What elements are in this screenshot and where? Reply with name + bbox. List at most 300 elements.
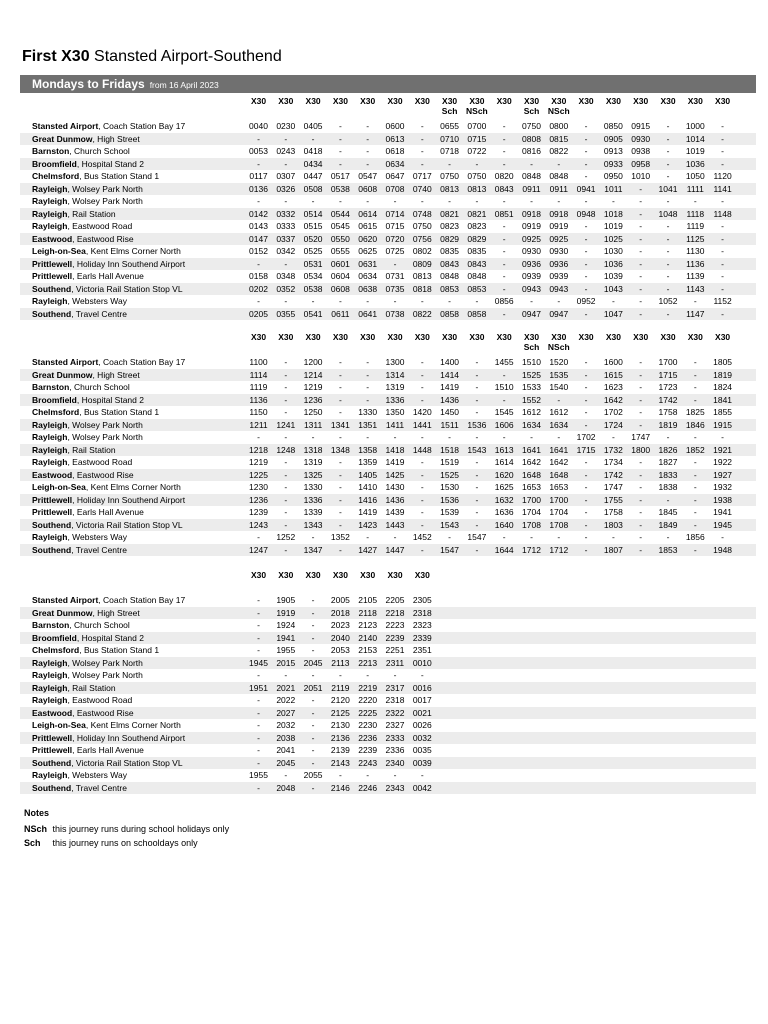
departure-time: 1938 [713, 494, 733, 505]
departure-time: - [284, 394, 288, 405]
stop-detail: , Victoria Rail Station Stop VL [71, 757, 183, 768]
departure-time: 2113 [331, 657, 350, 668]
stop-name [32, 356, 185, 369]
departure-time: 0332 [276, 208, 296, 219]
stop-detail: , Kent Elms Corner North [85, 482, 181, 492]
journey-header [436, 332, 463, 342]
departure-time: 0950 [603, 171, 623, 181]
departure-time: - [393, 296, 397, 306]
departure-time: - [475, 519, 479, 530]
departure-time: 2123 [358, 620, 378, 630]
journey-header [272, 96, 299, 106]
departure-time: - [257, 670, 260, 680]
departure-time: 0939 [522, 271, 541, 281]
journey-header [300, 96, 327, 106]
departure-time: 2223 [385, 620, 405, 630]
departure-time: 1048 [658, 208, 678, 219]
departure-time: 0142 [249, 208, 268, 219]
departure-time: - [475, 457, 479, 467]
departure-time: - [502, 133, 506, 144]
departure-time: - [721, 196, 725, 206]
service-number: X30 [250, 570, 267, 580]
departure-time: - [475, 382, 479, 392]
service-number: X30 [633, 332, 649, 342]
departure-time: 1552 [522, 394, 541, 405]
stop-row [20, 744, 756, 757]
departure-time: - [584, 457, 588, 467]
journey-note-code: NSch [466, 106, 488, 116]
stop-detail: , Hospital Stand 2 [76, 394, 144, 405]
departure-time: 0925 [522, 233, 541, 244]
departure-time: 0821 [467, 208, 487, 219]
departure-time: - [666, 271, 670, 281]
departure-time: - [584, 469, 588, 480]
departure-time: - [502, 221, 506, 231]
departure-time: 2005 [330, 595, 350, 605]
departure-time: 1819 [658, 419, 678, 430]
departure-time: 0911 [522, 183, 541, 194]
departure-time: - [639, 544, 643, 555]
departure-time: 0655 [440, 121, 460, 131]
stop-row [20, 644, 756, 657]
departure-time: - [666, 221, 670, 231]
stop-name [32, 769, 127, 782]
departure-time: 2023 [330, 620, 350, 630]
departure-time: 1339 [303, 507, 323, 517]
service-number: X30 [305, 96, 321, 106]
service-number: X30 [551, 332, 567, 342]
stop-detail: , Coach Station Bay 17 [98, 357, 186, 367]
departure-time: 1150 [249, 407, 268, 417]
departure-time: 1545 [494, 407, 514, 417]
departure-time: 1136 [686, 258, 705, 269]
departure-time: 1600 [603, 357, 623, 367]
journey-header [354, 570, 381, 580]
departure-time: 1846 [685, 419, 705, 430]
service-number: X30 [523, 96, 540, 106]
departure-time: 1336 [385, 394, 405, 405]
departure-time: - [721, 146, 725, 156]
departure-time: 0620 [358, 233, 378, 244]
departure-time: - [420, 382, 424, 392]
stop-row [20, 133, 756, 146]
stop-name [32, 707, 134, 720]
stop-row [20, 682, 756, 695]
departure-time: 2230 [358, 720, 378, 730]
departure-time: - [311, 745, 315, 755]
stop-name [32, 308, 127, 321]
departure-time: 1243 [249, 519, 268, 530]
departure-time: - [284, 507, 288, 517]
departure-time: 0600 [385, 121, 405, 131]
departure-time: 1239 [249, 507, 268, 517]
departure-time: - [393, 670, 397, 680]
departure-time: 1921 [713, 444, 733, 455]
departure-time: 1704 [549, 507, 569, 517]
departure-time: - [639, 369, 643, 380]
departure-time: - [284, 770, 288, 780]
departure-time: - [666, 283, 670, 294]
departure-time: - [338, 158, 342, 169]
departure-time: 1755 [603, 494, 623, 505]
departure-time: - [584, 171, 588, 181]
service-number: X30 [687, 96, 703, 106]
stop-place: Southend [32, 757, 72, 768]
departure-time: - [338, 146, 342, 156]
departure-time: 1311 [303, 419, 323, 430]
stop-name [32, 270, 144, 283]
departure-time: - [257, 607, 260, 618]
journey-header [491, 332, 518, 342]
departure-time: 0042 [412, 782, 432, 793]
departure-time: 1742 [658, 394, 678, 405]
departure-time: 2239 [358, 745, 378, 755]
departure-time: - [311, 296, 315, 306]
stop-detail: , Rail Station [67, 682, 116, 693]
departure-time: - [502, 271, 506, 281]
stop-place: Prittlewell [32, 507, 73, 517]
departure-time: 1125 [686, 233, 705, 244]
departure-time: 0822 [412, 308, 432, 319]
stop-place: Stansted Airport [32, 595, 99, 605]
departure-time: 0418 [303, 146, 323, 156]
departure-time: 1419 [440, 382, 460, 392]
departure-time: 1225 [249, 469, 268, 480]
note-code: NSch [24, 824, 48, 834]
departure-time: 1200 [303, 357, 323, 367]
departure-time: - [584, 532, 588, 542]
departure-time: 1520 [549, 357, 569, 367]
journey-note-code: NSch [547, 342, 570, 352]
departure-time: 0735 [385, 283, 405, 294]
stop-place: Leigh-on-Sea [32, 482, 86, 492]
departure-time: 1010 [631, 171, 651, 181]
departure-time: 2218 [385, 607, 405, 618]
departure-time: 2018 [330, 607, 350, 618]
departure-time: - [311, 757, 315, 768]
departure-time: 1732 [603, 444, 623, 455]
stop-place: Rayleigh [32, 457, 68, 467]
departure-time: 0638 [358, 283, 378, 294]
departure-time: - [693, 369, 697, 380]
departure-time: 1948 [713, 544, 733, 555]
departure-time: 2327 [385, 720, 405, 730]
stop-place: Rayleigh [32, 419, 68, 430]
departure-time: - [693, 469, 697, 480]
journey-header-row [20, 568, 756, 594]
departure-time: 1919 [276, 607, 296, 618]
departure-time: 1050 [685, 171, 705, 181]
departure-time: 0243 [276, 146, 296, 156]
departure-time: - [666, 494, 670, 505]
departure-time: - [284, 158, 288, 169]
departure-time: - [584, 233, 588, 244]
departure-time: 1833 [658, 469, 678, 480]
departure-time: 1747 [603, 482, 623, 492]
departure-time: - [420, 158, 424, 169]
journey-header [682, 332, 709, 342]
departure-time: 0715 [385, 221, 405, 231]
departure-time: 2339 [412, 632, 432, 643]
stop-row [20, 632, 756, 645]
departure-time: 0722 [467, 146, 487, 156]
departure-time: - [584, 544, 588, 555]
departure-time: - [502, 283, 506, 294]
departure-time: 1450 [440, 407, 460, 417]
departure-time: - [693, 507, 697, 517]
departure-time: - [666, 146, 670, 156]
service-number: X30 [551, 96, 567, 106]
note-item [24, 822, 229, 836]
departure-time: 2333 [385, 732, 405, 743]
stop-name [32, 283, 183, 296]
departure-time: 1359 [358, 457, 378, 467]
stop-place: Great Dunmow [32, 369, 93, 380]
departure-time: - [693, 494, 697, 505]
note-code: Sch [24, 838, 41, 848]
departure-time: - [557, 296, 561, 306]
departure-time: 1724 [603, 419, 623, 430]
service-number: X30 [715, 96, 731, 106]
departure-time: - [475, 432, 479, 442]
departure-time: 0848 [522, 171, 541, 181]
departure-time: 2318 [412, 607, 432, 618]
stop-place: Rayleigh [32, 183, 68, 194]
departure-time: - [584, 258, 588, 269]
departure-time: 2239 [385, 632, 405, 643]
departure-time: 0152 [249, 246, 268, 256]
departure-time: 1634 [522, 419, 541, 430]
departure-time: 1136 [249, 394, 268, 405]
stop-name [32, 469, 134, 482]
stop-place: Rayleigh [32, 444, 68, 455]
stop-place: Eastwood [32, 233, 73, 244]
day-label: Mondays to Fridays [32, 77, 145, 91]
departure-time: - [584, 133, 588, 144]
departure-time: - [475, 296, 479, 306]
departure-time: 0720 [385, 233, 405, 244]
departure-time: 1853 [658, 544, 678, 555]
departure-time: - [502, 196, 506, 206]
stop-name [32, 757, 183, 770]
departure-time: 1025 [603, 233, 623, 244]
departure-time: 0750 [440, 171, 460, 181]
departure-time: 1614 [494, 457, 514, 467]
departure-time: - [338, 507, 342, 517]
departure-time: - [584, 482, 588, 492]
stop-place: Southend [32, 544, 72, 555]
departure-time: - [639, 233, 643, 244]
stop-row [20, 506, 756, 519]
departure-time: 0756 [412, 233, 432, 244]
departure-time: 0117 [249, 171, 268, 181]
stop-place: Prittlewell [32, 258, 73, 269]
departure-time: 0919 [549, 221, 569, 231]
stop-row [20, 494, 756, 507]
departure-time: 0230 [276, 121, 296, 131]
departure-time: 1341 [330, 419, 350, 430]
departure-time: 0032 [412, 732, 432, 743]
stop-detail: , Travel Centre [71, 544, 127, 555]
departure-time: 1411 [385, 419, 405, 430]
departure-time: - [338, 544, 342, 555]
stop-row [20, 233, 756, 246]
departure-time: 1148 [713, 208, 732, 219]
departure-time: 1648 [549, 469, 569, 480]
departure-time: 1319 [385, 382, 405, 392]
departure-time: 1430 [385, 482, 405, 492]
stop-row [20, 394, 756, 407]
stop-place: Barnston [32, 382, 70, 392]
departure-time: 1039 [603, 271, 623, 281]
stop-name [32, 744, 144, 757]
departure-time: - [311, 670, 315, 680]
departure-time: 1547 [440, 544, 460, 555]
journey-header [655, 332, 682, 342]
departure-time: 2139 [330, 745, 350, 755]
departure-time: 0405 [303, 121, 323, 131]
departure-time: - [338, 121, 342, 131]
departure-time: - [693, 432, 697, 442]
note-text: this journey runs during school holidays only [52, 824, 230, 834]
stop-place: Barnston [32, 146, 70, 156]
service-number: X30 [387, 570, 403, 580]
departure-time: 1410 [358, 482, 378, 492]
departure-time: 1708 [522, 519, 541, 530]
departure-time: 0608 [330, 283, 350, 294]
journey-header [491, 96, 518, 106]
departure-time: - [257, 745, 260, 755]
stop-name [32, 195, 143, 208]
departure-time: 1218 [249, 444, 268, 455]
departure-time: - [584, 308, 588, 319]
departure-time: 1219 [303, 382, 323, 392]
departure-time: 1805 [713, 357, 733, 367]
departure-time: 0010 [412, 657, 432, 668]
service-number: X30 [278, 96, 294, 106]
departure-time: 1319 [303, 457, 323, 467]
departure-time: - [257, 258, 260, 269]
stop-detail: , Eastwood Road [67, 695, 133, 705]
departure-time: - [639, 246, 643, 256]
stop-detail: , Victoria Rail Station Stop VL [71, 519, 183, 530]
departure-time: 2022 [276, 695, 296, 705]
departure-time: - [721, 233, 725, 244]
departure-time: 1219 [249, 457, 268, 467]
journey-header [245, 96, 272, 106]
departure-time: 1533 [522, 382, 541, 392]
departure-time: - [693, 544, 697, 555]
departure-time: 0434 [303, 158, 323, 169]
departure-time: 1252 [276, 532, 296, 542]
departure-time: 2251 [385, 645, 405, 655]
departure-time: 2040 [330, 632, 350, 643]
stop-name [32, 544, 127, 557]
journey-header-row [20, 94, 756, 120]
departure-time: - [311, 782, 315, 793]
departure-time: 0952 [576, 296, 596, 306]
departure-time: - [502, 246, 506, 256]
departure-time: 0550 [330, 233, 350, 244]
departure-time: 1922 [713, 457, 733, 467]
departure-time: - [584, 369, 588, 380]
stop-place: Broomfield [32, 632, 77, 643]
departure-time: - [475, 469, 479, 480]
departure-time: 0517 [330, 171, 350, 181]
departure-time: - [420, 196, 424, 206]
departure-time: - [257, 632, 260, 643]
departure-time: 0555 [330, 246, 350, 256]
departure-time: 1011 [604, 183, 623, 194]
stop-place: Rayleigh [32, 670, 68, 680]
departure-time: 0601 [330, 258, 350, 269]
journey-header [518, 332, 545, 352]
departure-time: 1052 [658, 296, 678, 306]
notes-section [24, 806, 229, 850]
departure-time: - [530, 296, 533, 306]
departure-time: 0714 [385, 208, 405, 219]
departure-time: 1715 [658, 369, 678, 380]
departure-time: - [284, 432, 288, 442]
departure-time: 0835 [467, 246, 487, 256]
departure-time: - [420, 457, 424, 467]
journey-header [327, 332, 354, 342]
departure-time: - [721, 432, 725, 442]
departure-time: - [557, 158, 561, 169]
stop-detail: , Eastwood Rise [72, 707, 134, 718]
departure-time: 0848 [549, 171, 569, 181]
departure-time: 2105 [358, 595, 378, 605]
journey-header [545, 332, 572, 352]
departure-time: 0710 [440, 133, 460, 144]
service-number: X30 [442, 96, 458, 106]
departure-time: 1119 [686, 221, 705, 231]
stop-place: Stansted Airport [32, 121, 99, 131]
stop-detail: , Bus Station Stand 1 [79, 645, 160, 655]
departure-time: 1924 [276, 620, 296, 630]
departure-time: 1623 [603, 382, 623, 392]
departure-time: 0515 [303, 221, 323, 231]
departure-time: - [257, 732, 260, 743]
service-number: X30 [715, 332, 731, 342]
journey-note-code: Sch [441, 106, 458, 116]
departure-time: 0822 [549, 146, 569, 156]
departure-time: 1841 [713, 394, 733, 405]
departure-time: 1250 [303, 407, 323, 417]
stop-row [20, 694, 756, 707]
stop-place: Broomfield [32, 158, 77, 169]
stop-name [32, 619, 130, 632]
departure-time: 0930 [549, 246, 569, 256]
departure-time: 0858 [467, 308, 487, 319]
stop-name [32, 258, 185, 271]
stop-row [20, 456, 756, 469]
departure-time: 1641 [522, 444, 541, 455]
departure-time: 2021 [276, 682, 296, 693]
departure-time: 1247 [249, 544, 268, 555]
departure-time: 0541 [303, 308, 323, 319]
departure-time: - [338, 457, 342, 467]
service-number: X30 [387, 96, 403, 106]
departure-time: 1644 [494, 544, 514, 555]
stop-detail: , Holiday Inn Southend Airport [72, 258, 186, 269]
departure-time: 0925 [549, 233, 569, 244]
departure-time: 0514 [303, 208, 323, 219]
stop-row [20, 270, 756, 283]
departure-time: 0748 [412, 208, 432, 219]
departure-time: 1715 [576, 444, 596, 455]
stop-name [32, 669, 143, 682]
